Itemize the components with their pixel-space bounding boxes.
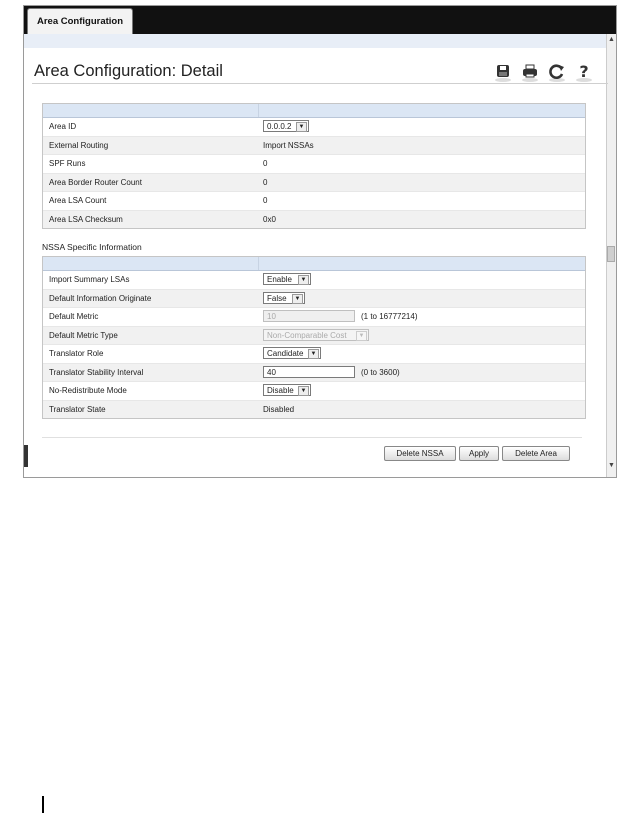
area-lsa-count-value: 0 xyxy=(263,196,268,205)
chevron-down-icon: ▼ xyxy=(298,275,309,285)
chevron-down-icon: ▼ xyxy=(356,331,367,341)
table-row xyxy=(43,192,585,211)
default-metric-label: Default Metric xyxy=(49,312,99,321)
table-row xyxy=(43,118,585,137)
print-icon[interactable] xyxy=(519,61,541,83)
translator-stability-input[interactable]: 40 xyxy=(263,366,355,378)
spf-runs-label: SPF Runs xyxy=(49,159,86,168)
left-edge-marker xyxy=(24,445,28,467)
external-routing-label: External Routing xyxy=(49,140,109,150)
nssa-table xyxy=(42,256,586,419)
save-icon[interactable] xyxy=(492,61,514,83)
delete-area-button[interactable]: Delete Area xyxy=(502,446,570,461)
scroll-down-icon[interactable]: ▼ xyxy=(608,462,615,469)
default-metric-type-select[interactable]: Non-Comparable Cost ▼ xyxy=(263,329,369,341)
scroll-thumb[interactable] xyxy=(607,246,615,262)
table-row xyxy=(43,345,585,364)
translator-state-value: Disabled xyxy=(263,404,295,414)
translator-stability-label: Translator Stability Interval xyxy=(49,367,144,377)
area-detail-table xyxy=(42,103,586,229)
external-routing-value: Import NSSAs xyxy=(263,140,314,150)
table-row xyxy=(43,401,585,419)
default-info-originate-label: Default Information Originate xyxy=(49,293,152,303)
area-lsa-checksum-label: Area LSA Checksum xyxy=(49,214,123,224)
translator-stability-range: (0 to 3600) xyxy=(361,367,400,377)
abr-count-label: Area Border Router Count xyxy=(49,177,142,187)
area-id-label: Area ID xyxy=(49,122,77,131)
default-metric-range: (1 to 16777214) xyxy=(361,312,418,321)
table-row xyxy=(43,382,585,401)
delete-nssa-button[interactable]: Delete NSSA xyxy=(384,446,456,461)
table-header xyxy=(43,104,585,118)
page-title: Area Configuration: Detail xyxy=(34,62,223,80)
import-summary-select[interactable]: Enable ▼ xyxy=(263,273,311,285)
scroll-up-icon[interactable]: ▲ xyxy=(608,36,615,43)
translator-role-select[interactable]: Candidate ▼ xyxy=(263,347,321,359)
translator-role-label: Translator Role xyxy=(49,349,104,358)
table-row xyxy=(43,290,585,309)
table-header xyxy=(43,257,585,271)
area-id-select[interactable]: 0.0.0.2 ▼ xyxy=(263,120,309,132)
table-row xyxy=(43,271,585,290)
spf-runs-value: 0 xyxy=(263,159,268,168)
chevron-down-icon: ▼ xyxy=(292,294,303,304)
default-metric-input[interactable]: 10 xyxy=(263,310,355,322)
chevron-down-icon: ▼ xyxy=(308,349,319,359)
area-lsa-checksum-value: 0x0 xyxy=(263,214,276,224)
chevron-down-icon: ▼ xyxy=(296,122,307,132)
top-bar xyxy=(24,6,616,34)
table-row xyxy=(43,327,585,346)
nssa-section-title: NSSA Specific Information xyxy=(42,242,142,252)
help-icon[interactable] xyxy=(573,61,595,83)
table-row xyxy=(43,174,585,193)
chevron-down-icon: ▼ xyxy=(298,386,309,396)
table-row xyxy=(43,308,585,327)
table-row xyxy=(43,364,585,383)
no-redistribute-select[interactable]: Disable ▼ xyxy=(263,384,311,396)
area-lsa-count-label: Area LSA Count xyxy=(49,196,107,205)
translator-state-label: Translator State xyxy=(49,404,106,414)
import-summary-label: Import Summary LSAs xyxy=(49,275,130,284)
tab-area-configuration[interactable]: Area Configuration xyxy=(27,8,133,35)
header-band xyxy=(24,34,616,48)
page-margin-marker xyxy=(42,796,44,813)
title-divider xyxy=(32,83,608,84)
apply-button[interactable]: Apply xyxy=(459,446,499,461)
app-frame xyxy=(23,5,617,478)
footer-divider xyxy=(42,437,582,438)
table-row xyxy=(43,137,585,156)
default-info-originate-select[interactable]: False ▼ xyxy=(263,292,305,304)
abr-count-value: 0 xyxy=(263,177,268,187)
default-metric-type-label: Default Metric Type xyxy=(49,330,118,340)
refresh-icon[interactable] xyxy=(546,61,568,83)
table-row xyxy=(43,155,585,174)
table-row xyxy=(43,211,585,229)
no-redistribute-label: No-Redistribute Mode xyxy=(49,386,127,395)
svg-text:?: ? xyxy=(579,62,589,81)
